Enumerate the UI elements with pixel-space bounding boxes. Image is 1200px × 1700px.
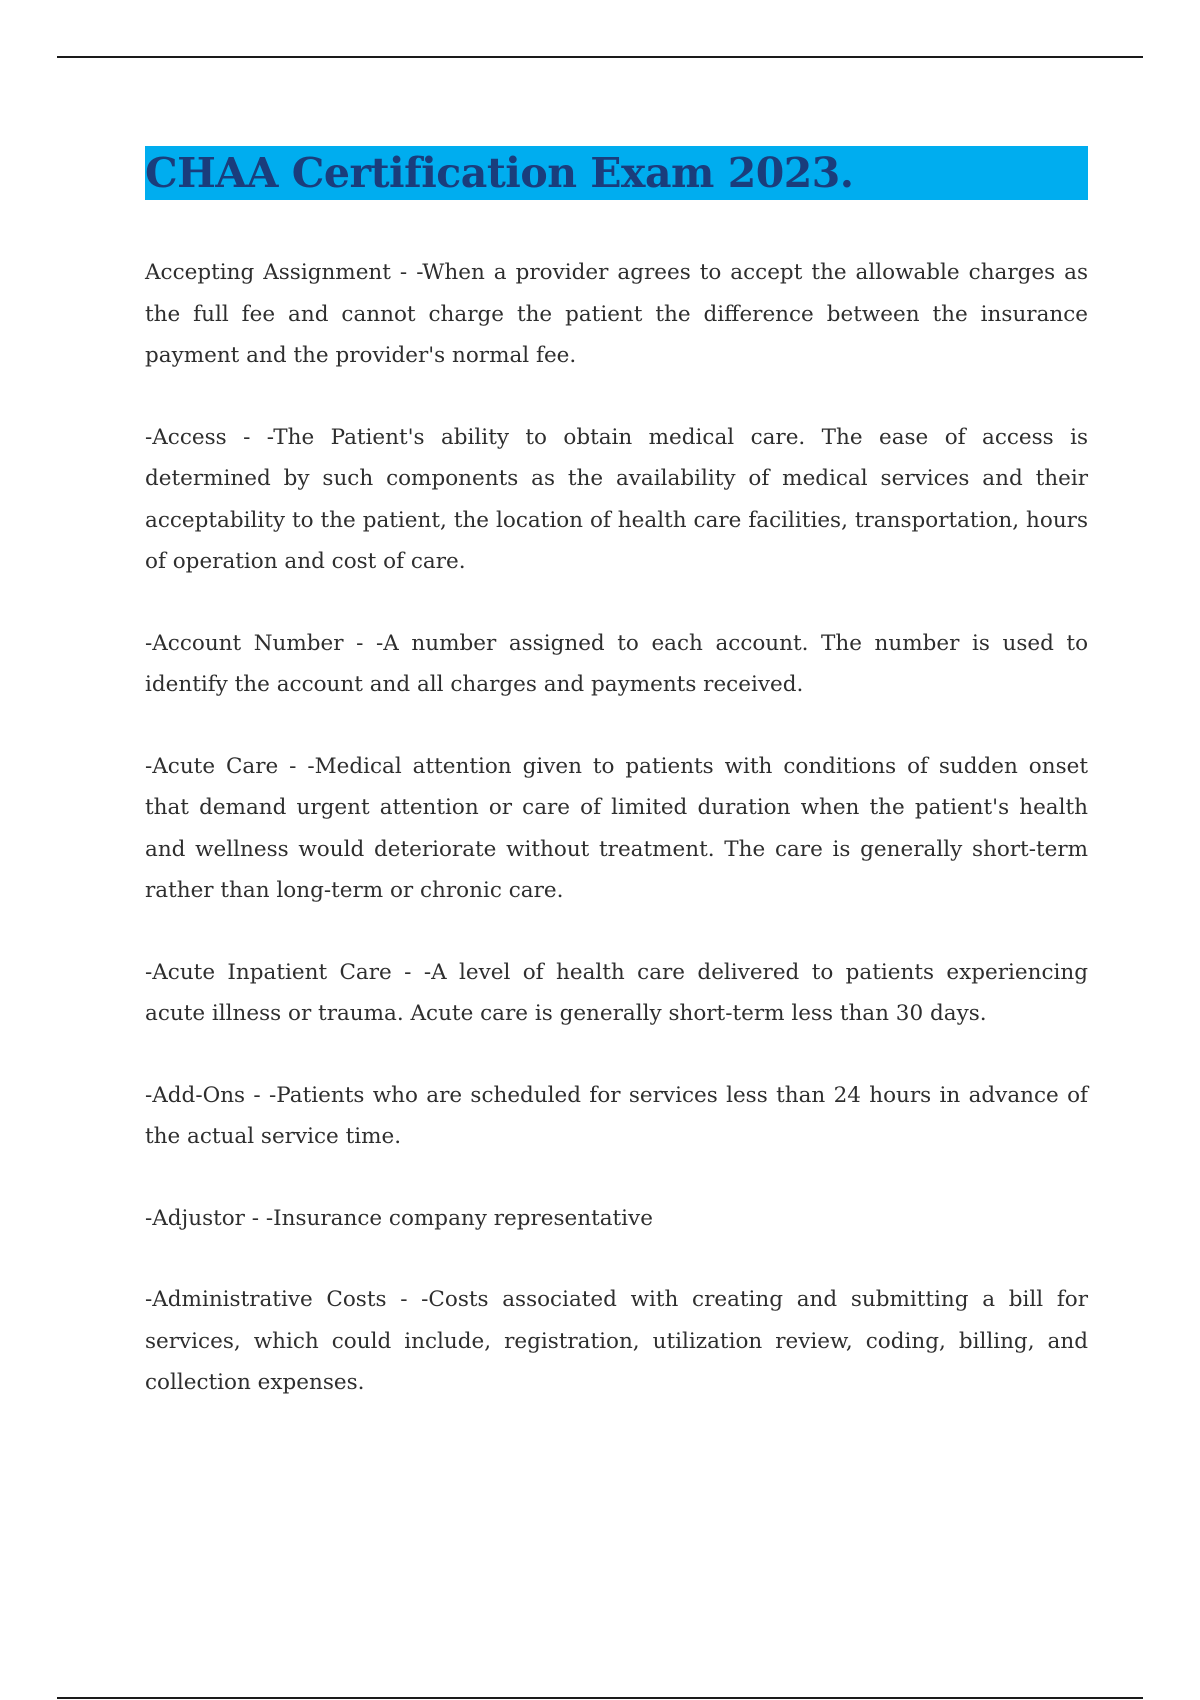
entry-separator: - xyxy=(391,959,424,985)
entry-separator: - xyxy=(390,260,417,285)
entry-term: -Access xyxy=(145,424,227,450)
top-rule xyxy=(57,56,1143,58)
glossary-entry xyxy=(145,417,1088,583)
bottom-rule xyxy=(57,1697,1143,1699)
entry-term: -Account Number xyxy=(145,630,344,656)
entry-definition: -Insurance company representative xyxy=(265,1205,653,1231)
glossary-entry xyxy=(145,623,1088,706)
entry-term: -Acute Care xyxy=(145,753,279,779)
entry-definition: -A level of health care delivered to patients experiencing acute illness or trauma. Acute care is generally short-term less than 30 days. xyxy=(145,959,1088,1026)
entry-definition: -A number assigned to each account. The number is used to identify the account and all charges and payments received. xyxy=(145,630,1089,697)
entry-term: -Acute Inpatient Care xyxy=(145,959,392,985)
entry-definition: -Medical attention given to patients with conditions of sudden onset that demand urgent attention or care of limited duration when the patient's health and wellness would deteriorate without treatment. The care is generally short-term rather than long-term or chronic care. xyxy=(145,753,1088,903)
entry-term: -Add-Ons xyxy=(145,1082,246,1108)
glossary-entry xyxy=(145,746,1088,912)
entry-definition: -Patients who are scheduled for services less than 24 hours in advance of the actual service time. xyxy=(145,1082,1089,1149)
glossary-entry xyxy=(145,1279,1088,1404)
glossary-entry xyxy=(145,1198,1088,1240)
entry-separator: - xyxy=(245,1082,270,1108)
page-title: CHAA Certification Exam 2023. xyxy=(145,149,854,197)
entry-separator: - xyxy=(343,630,377,656)
glossary-entry xyxy=(145,952,1088,1035)
document-body xyxy=(145,146,1088,1444)
glossary-entry xyxy=(145,252,1088,377)
entry-separator: - xyxy=(278,753,308,779)
entry-term: Accepting Assignment xyxy=(145,260,391,285)
entry-definition: -The Patient's ability to obtain medical care. The ease of access is determined by such components as the availability of medical services and their acceptability to the patient, the location of health care facilities, transportation, hours of operation and cost of care. xyxy=(145,424,1089,574)
entry-term: -Administrative Costs xyxy=(145,1287,387,1312)
entry-separator: - xyxy=(386,1287,422,1312)
glossary-entry xyxy=(145,1075,1088,1158)
entry-definition: -When a provider agrees to accept the allowable charges as the full fee and cannot charge the patient the difference between the insurance payment and the provider's normal fee. xyxy=(145,260,1089,368)
entry-separator: - xyxy=(226,424,267,450)
title-highlight xyxy=(145,146,1088,200)
entry-term: -Adjustor xyxy=(145,1205,245,1231)
entry-separator: - xyxy=(244,1205,266,1231)
entry-definition: -Costs associated with creating and submitting a bill for services, which could include, registration, utilization review, coding, billing, and collection expenses. xyxy=(145,1287,1088,1395)
glossary-list xyxy=(145,252,1088,1404)
